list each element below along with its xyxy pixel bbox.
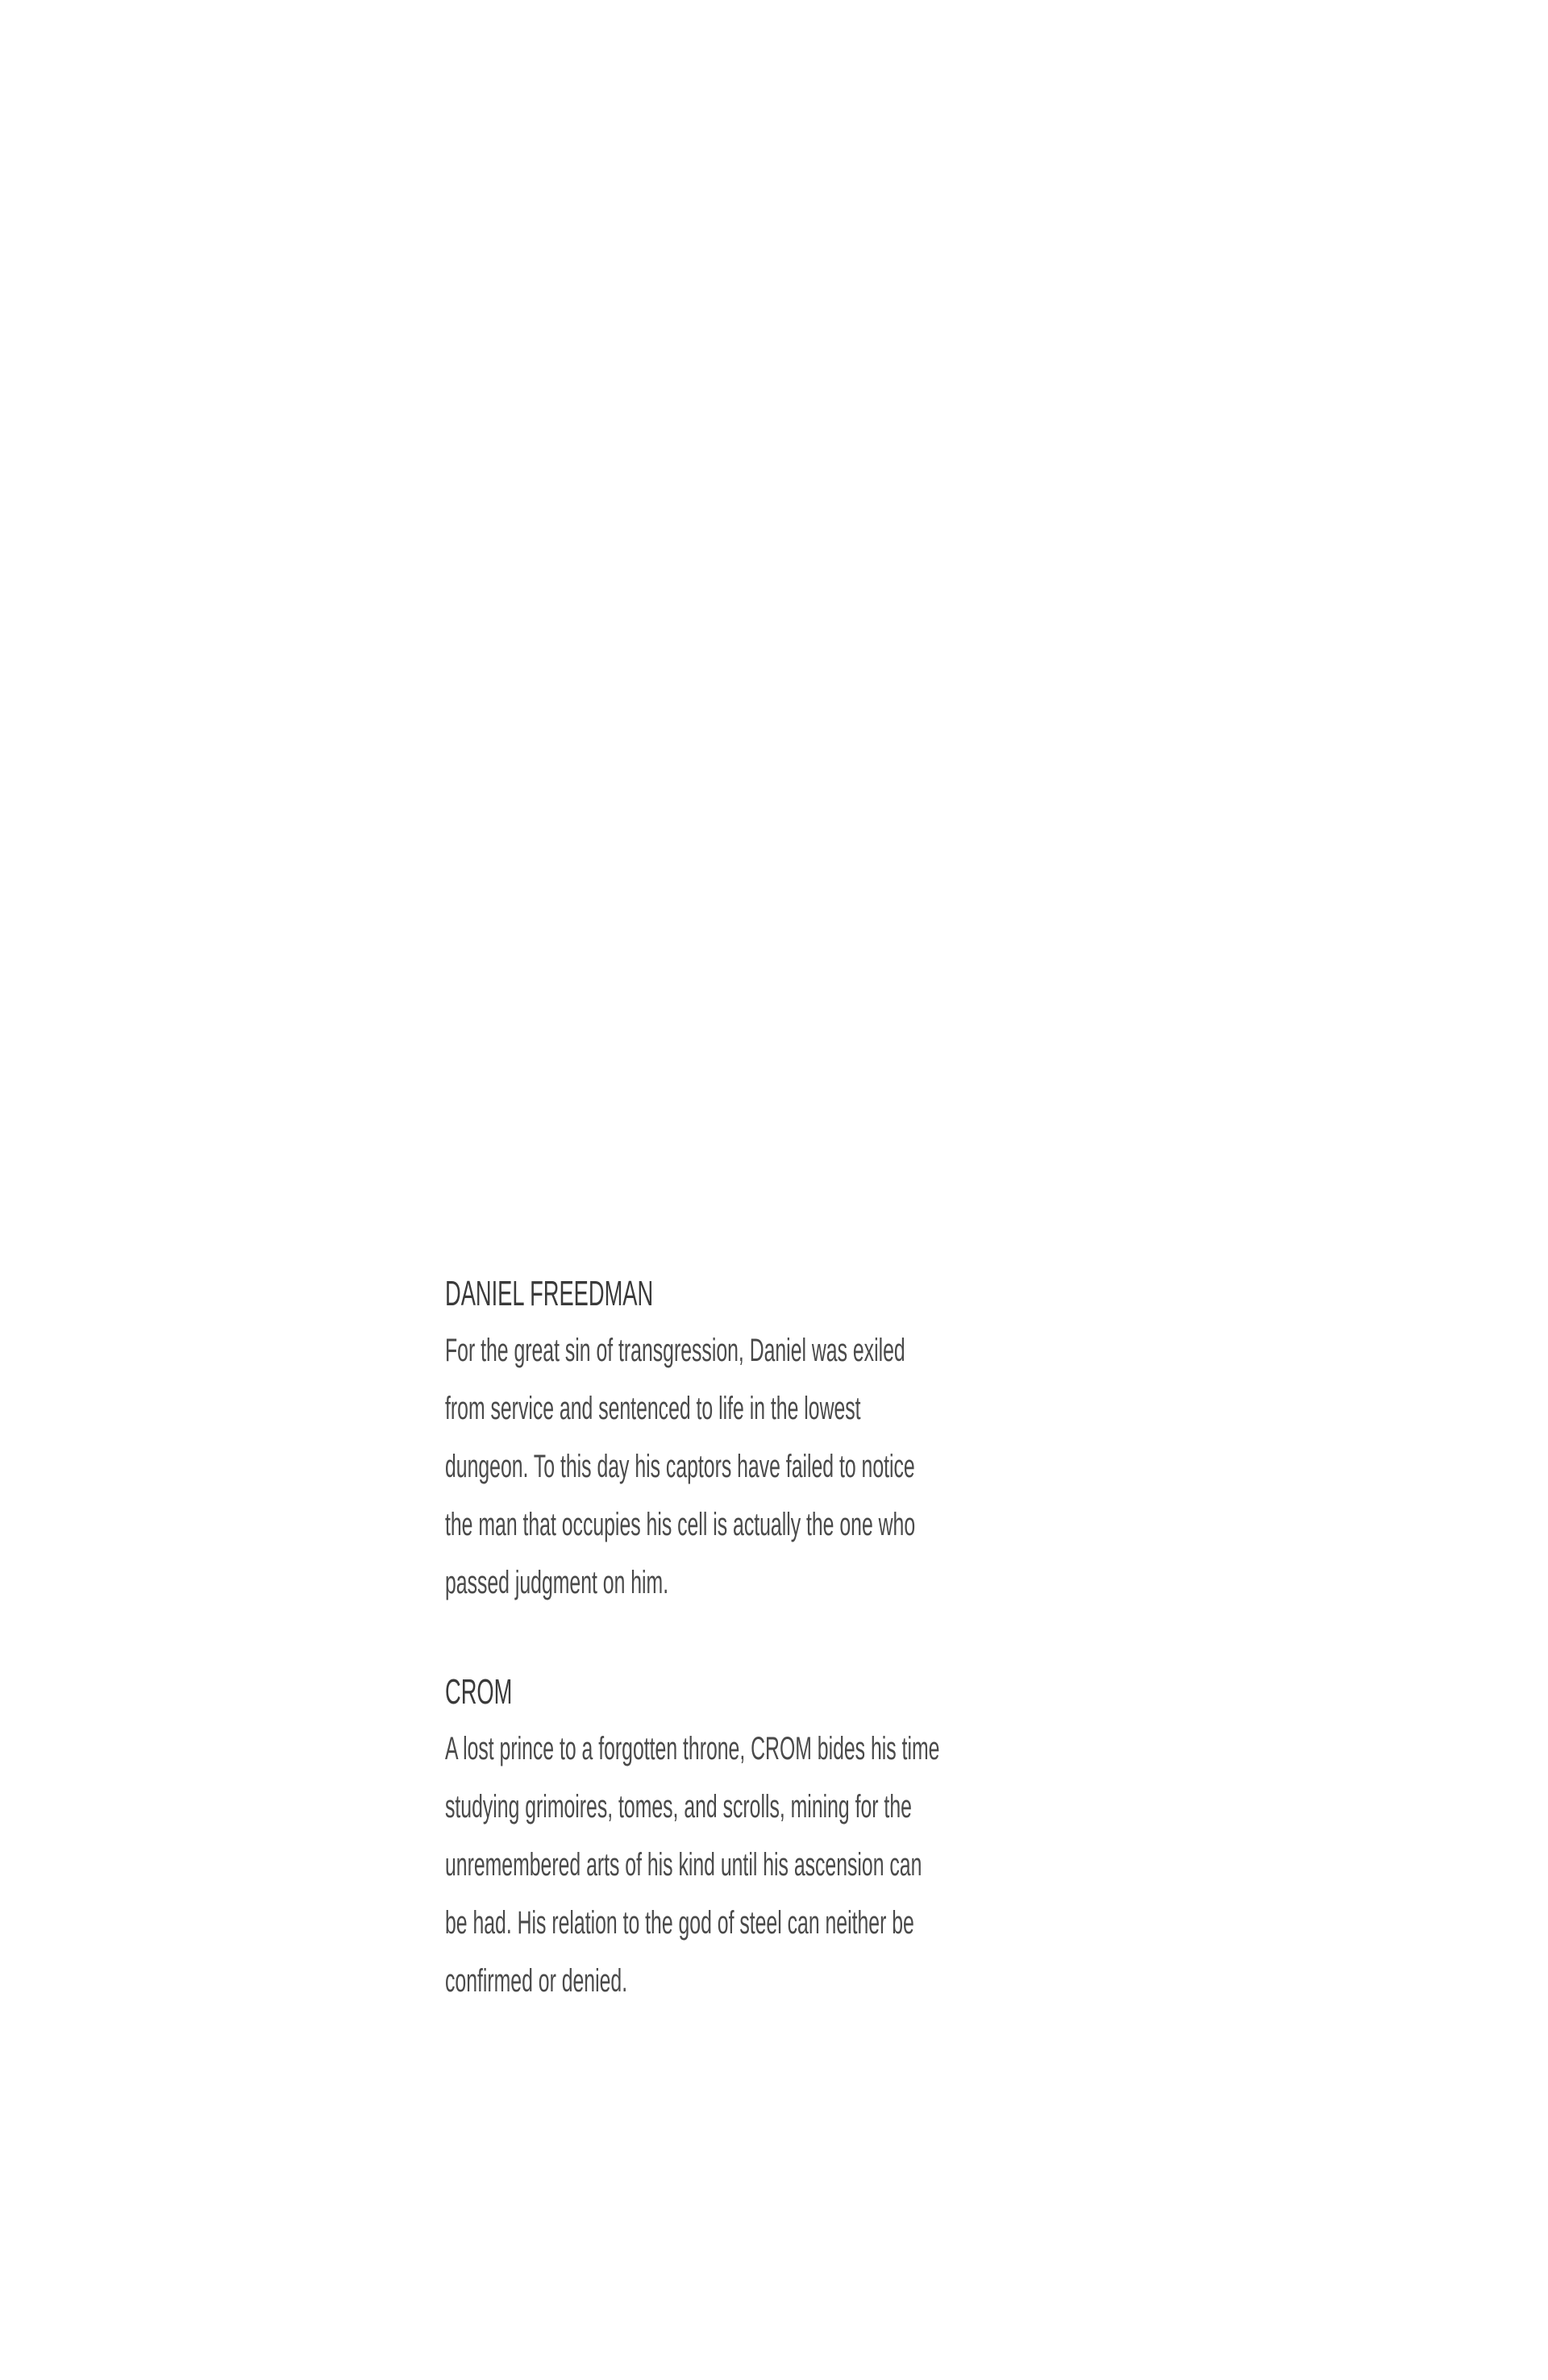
bio-daniel-freedman xyxy=(445,1270,1138,1612)
bio-text-line: unremembered arts of his kind until his ascension can xyxy=(445,1847,922,1883)
bio-text-line: studying grimoires, tomes, and scrolls, mining for the xyxy=(445,1789,912,1825)
bio-text-line: be had. His relation to the god of steel can neither be xyxy=(445,1905,914,1941)
creator-bios xyxy=(445,1270,1138,2066)
bio-text-line: dungeon. To this day his captors have failed to notice xyxy=(445,1449,915,1484)
bio-crom xyxy=(445,1668,1138,2010)
bio-text-line: from service and sentenced to life in the lowest xyxy=(445,1391,861,1426)
bio-name: CROM xyxy=(445,1672,513,1712)
bio-text-line: passed judgment on him. xyxy=(445,1565,669,1600)
bio-name: DANIEL FREEDMAN xyxy=(445,1274,654,1313)
bio-text-line: confirmed or denied. xyxy=(445,1963,628,1999)
bio-text-line: A lost prince to a forgotten throne, CROM bides his time xyxy=(445,1731,940,1766)
bio-text-line: the man that occupies his cell is actually the one who xyxy=(445,1507,916,1542)
bio-text-line: For the great sin of transgression, Daniel was exiled xyxy=(445,1333,905,1368)
